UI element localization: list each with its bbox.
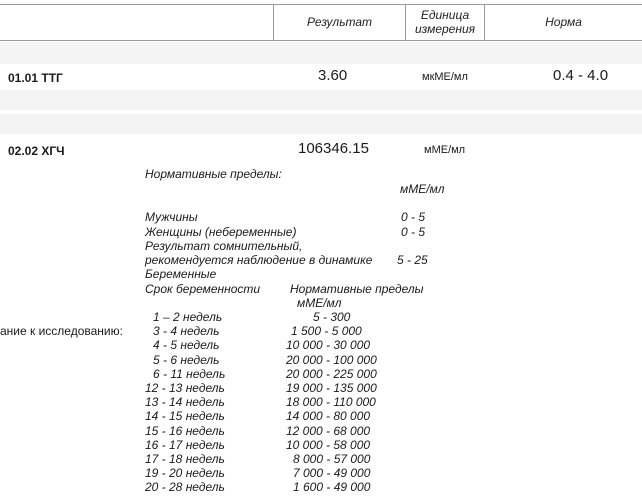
pregnancy-range: 8 000 - 57 000	[293, 452, 371, 466]
group-range: 0 - 5	[401, 225, 426, 239]
reference-title: Нормативные пределы:	[145, 167, 282, 181]
test-unit: мМЕ/мл	[424, 144, 466, 156]
pregnancy-term: 17 - 18 недель	[145, 452, 225, 466]
reference-unit: мМЕ/мл	[400, 182, 445, 196]
note-label: ание к исследованию:	[0, 324, 123, 338]
pregnancy-range: 10 000 - 30 000	[286, 338, 371, 353]
group-range: 5 - 25	[397, 253, 428, 267]
header-norm: Норма	[545, 15, 582, 29]
test-result: 106346.15	[298, 140, 369, 157]
test-result: 3.60	[318, 67, 348, 84]
pregnancy-range: 1 600 - 49 000	[293, 480, 371, 495]
pregnancy-range: 18 000 - 110 000	[286, 395, 376, 410]
pregnancy-range: 20 000 - 100 000	[286, 352, 377, 367]
header-result: Результат	[306, 15, 373, 29]
header-unit-line2: измерения	[414, 22, 476, 36]
group-label: Женщины (небеременные)	[145, 225, 297, 239]
pregnancy-range-unit: мМЕ/мл	[297, 296, 342, 310]
test-unit: мкМЕ/мл	[422, 71, 468, 83]
pregnancy-range-header: Нормативные пределы	[290, 282, 424, 296]
group-range: 0 - 5	[401, 210, 426, 224]
pregnancy-range: 19 000 - 135 000	[286, 381, 377, 395]
header-bottom-border	[0, 40, 642, 41]
pregnancy-term: 4 - 5 недель	[153, 338, 220, 353]
pregnancy-term: 14 - 15 недель	[145, 409, 225, 424]
row-band	[0, 114, 642, 134]
header-top-border	[0, 4, 642, 5]
test-norm: 0.4 - 4.0	[553, 67, 609, 84]
header-unit	[406, 8, 484, 36]
pregnancy-term: 19 - 20 недель	[145, 466, 225, 481]
pregnancy-range: 20 000 - 225 000	[286, 366, 377, 381]
header-unit-line1: Единица	[420, 8, 470, 22]
pregnancy-range: 12 000 - 68 000	[286, 423, 371, 438]
pregnancy-range: 1 500 - 5 000	[291, 324, 362, 339]
pregnancy-term: 12 - 13 недель	[145, 381, 225, 395]
pregnancy-term-header: Срок беременности	[145, 282, 261, 296]
pregnancy-term: 20 - 28 недель	[145, 480, 225, 495]
row-band	[0, 90, 642, 110]
pregnancy-range: 5 - 300	[313, 310, 351, 324]
group-label: Мужчины	[145, 210, 198, 224]
row-band	[0, 42, 642, 64]
pregnancy-range: 7 000 - 49 000	[293, 466, 371, 481]
pregnancy-term: 1 – 2 недель	[153, 310, 223, 324]
group-label: Результат сомнительный,	[145, 239, 303, 253]
pregnancy-term: 16 - 17 недель	[145, 437, 225, 452]
pregnancy-range: 10 000 - 58 000	[286, 437, 371, 452]
test-name: 01.01 ТТГ	[8, 71, 63, 85]
pregnancy-term: 3 - 4 недель	[153, 324, 220, 339]
pregnancy-term: 6 - 11 недель	[153, 366, 226, 381]
pregnancy-term: 5 - 6 недель	[153, 352, 220, 367]
pregnancy-term: 15 - 16 недель	[145, 423, 225, 438]
group-label: рекомендуется наблюдение в динамике	[145, 253, 373, 267]
group-label: Беременные	[145, 267, 217, 281]
pregnancy-range: 14 000 - 80 000	[286, 409, 371, 424]
test-name: 02.02 ХГЧ	[8, 144, 65, 158]
pregnancy-term: 13 - 14 недель	[145, 395, 225, 410]
